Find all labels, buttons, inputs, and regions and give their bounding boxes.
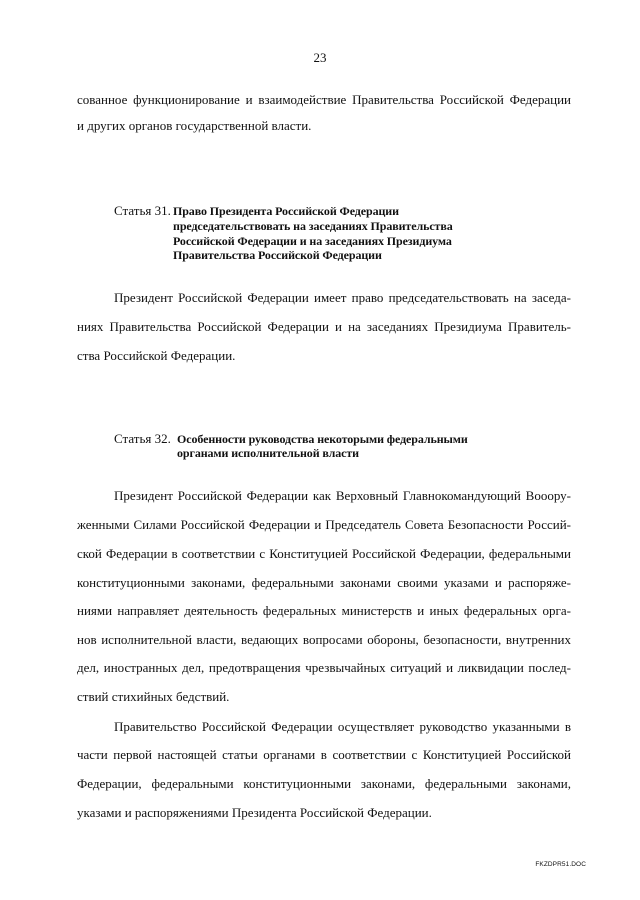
article-32-text-line: конституционными законами, федеральными законами своими указами и распоряже- [77,575,571,590]
article-32-text-line: нов исполнительной власти, ведающих вопросами обороны, безопасности, внутренних [77,632,571,647]
article-32-text-line: дел, иностранных дел, предотвращения чрезвычайных ситуаций и ликвидации послед- [77,660,571,675]
article-32-title-line: органами исполнительной власти [177,446,359,460]
page-number: 23 [313,50,327,65]
article-31-text-line: ства Российской Федерации. [77,348,236,363]
article-31-title-line: Право Президента Российской Федерации [173,204,399,218]
footer-file-code: FKZDPR51.DOC [535,861,586,868]
article-32-text-line: женными Силами Российской Федерации и Председатель Совета Безопасности Россий- [77,517,571,532]
article-32-text-line: ниями направляет деятельность федеральных министерств и иных федеральных орга- [77,603,571,618]
article-32-text-line: ствий стихийных бедствий. [77,689,230,704]
article-31-number: Статья 31. [114,203,171,218]
article-32-text-line: указами и распоряжениями Президента Российской Федерации. [77,805,432,820]
article-32-text-line: части первой настоящей статьи органами в соответствии с Конституцией Российской [77,747,571,762]
article-31-title-line: Российской Федерации и на заседаниях Президиума [173,234,452,248]
text-line: сованное функционирование и взаимодействие Правительства Российской Федерации [77,92,571,107]
article-31-title-line: Правительства Российской Федерации [173,248,382,262]
article-31-text-line: ниях Правительства Российской Федерации и на заседаниях Президиума Правитель- [77,319,571,334]
article-32-text-line: Президент Российской Федерации как Верховный Главнокомандующий Вооору- [114,488,571,503]
article-32-text-line: Правительство Российской Федерации осуществляет руководство указанными в [114,719,571,734]
article-31-title-line: председательствовать на заседаниях Правительства [173,219,453,233]
article-32-number: Статья 32. [114,431,171,446]
text-line: и других органов государственной власти. [77,118,312,133]
article-31-text-line: Президент Российской Федерации имеет право председательствовать на заседа- [114,290,571,305]
article-32-title-line: Особенности руководства некоторыми федеральными [177,432,468,446]
article-32-text-line: Федерации, федеральными конституционными законами, федеральными законами, [77,776,571,791]
article-32-text-line: ской Федерации в соответствии с Конституцией Российской Федерации, федеральными [77,546,571,561]
